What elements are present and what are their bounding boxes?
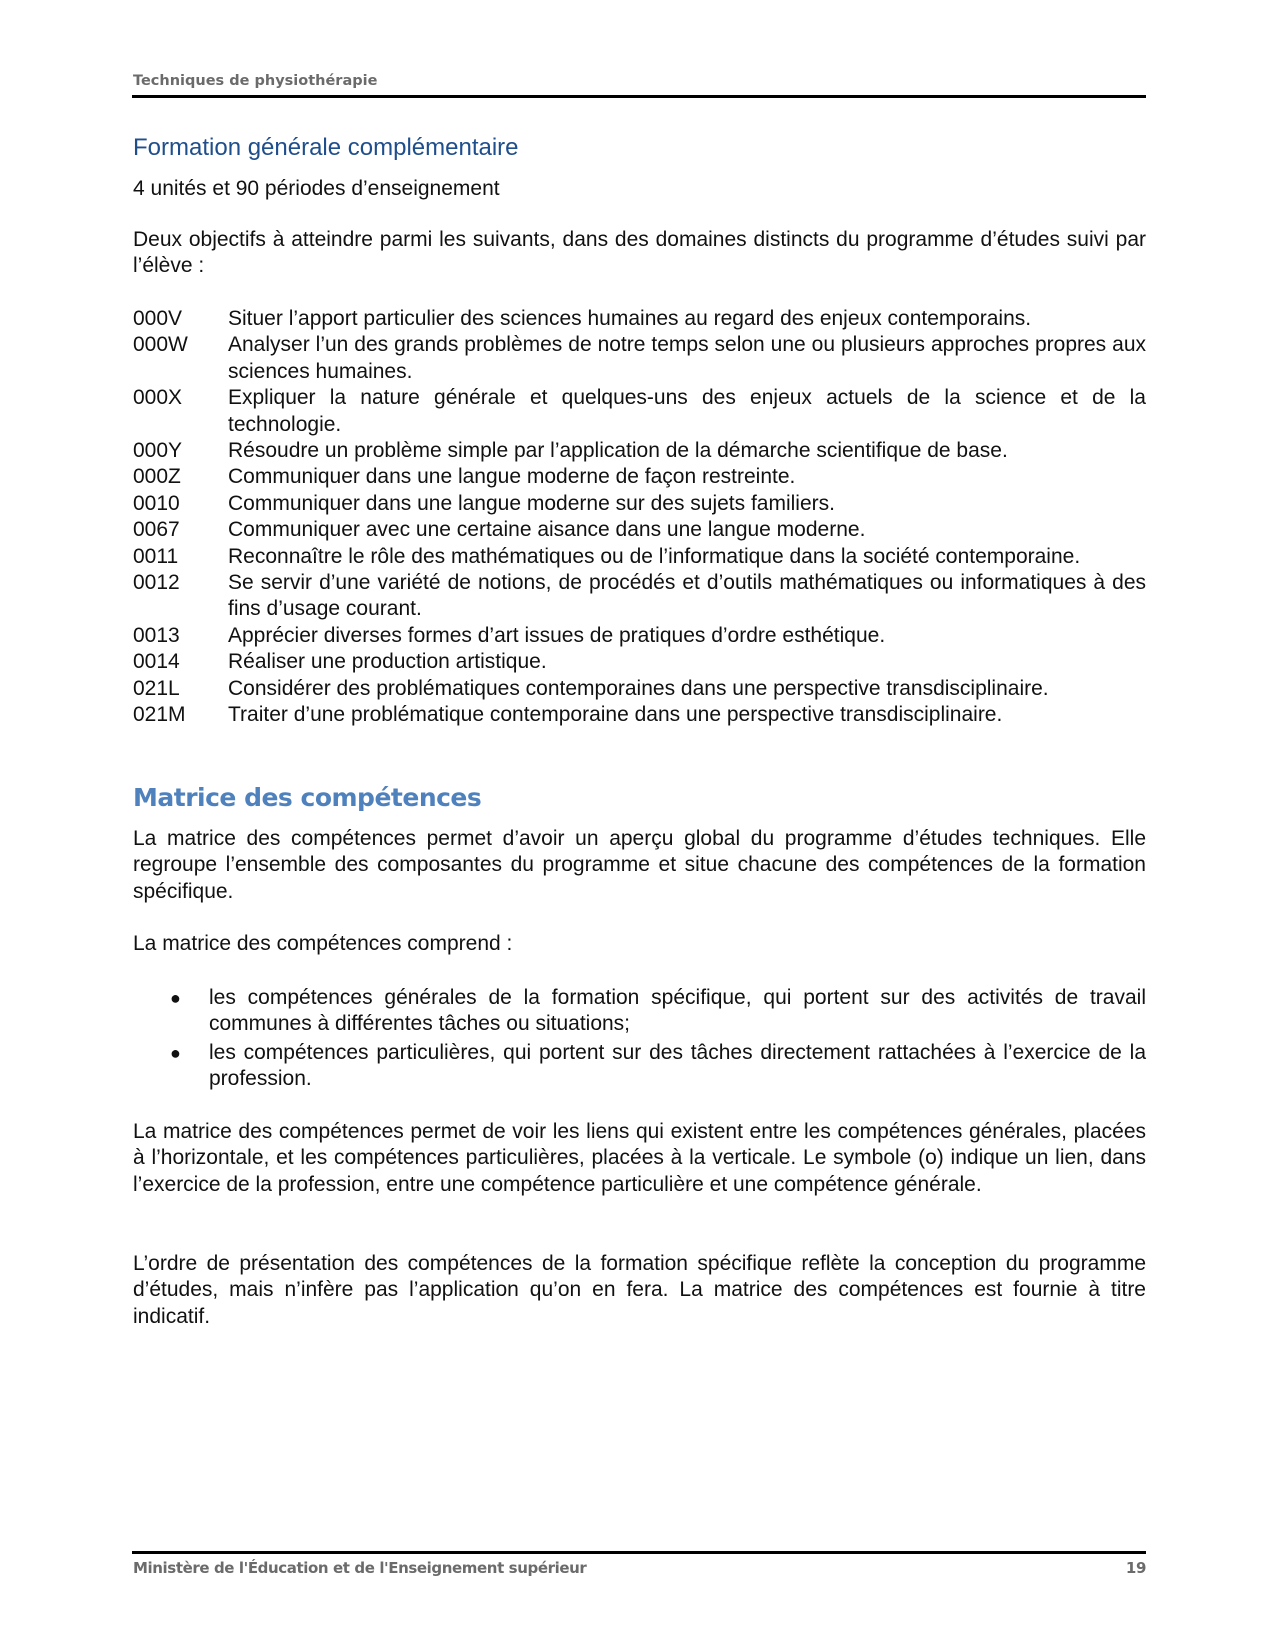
- objective-text: Réaliser une production artistique.: [228, 650, 547, 674]
- objective-code: 000Z: [133, 465, 181, 489]
- objective-code: 000V: [133, 307, 183, 330]
- units-text: 4 unités et 90 périodes d’enseignement: [133, 177, 500, 200]
- objective-text: Expliquer la nature générale et quelques-uns des enjeux actuels de la science et de la technologie.: [228, 386, 1146, 436]
- objective-code: 021L: [133, 676, 180, 700]
- objectives-list: [133, 306, 1146, 729]
- objective-item: [133, 702, 1146, 728]
- objective-item: [133, 623, 1146, 649]
- objective-text: Traiter d’une problématique contemporaine dans une perspective transdisciplinaire.: [228, 703, 1003, 727]
- header-rule: [132, 95, 1146, 98]
- objective-text: Communiquer avec une certaine aisance dans une langue moderne.: [228, 518, 866, 542]
- objective-text: Communiquer dans une langue moderne sur des sujets familiers.: [228, 491, 835, 515]
- objective-item: [133, 517, 1146, 543]
- objective-code: 0011: [133, 544, 179, 568]
- intro-paragraph: Deux objectifs à atteindre parmi les suivants, dans des domaines distincts du programme d’études suivi par l’élève :: [133, 228, 1146, 278]
- running-header: Techniques de physiothérapie: [133, 73, 378, 89]
- objective-code: 000X: [133, 386, 183, 410]
- objective-code: 0067: [133, 518, 180, 542]
- matrice-bullets: [160, 985, 1146, 1093]
- objective-item: [133, 306, 1146, 332]
- objective-code: 000W: [133, 333, 188, 357]
- objective-item: [133, 491, 1146, 517]
- objective-text: Se servir d’une variété de notions, de procédés et d’outils mathématiques ou informatiques à des fins d’usage courant.: [228, 571, 1146, 621]
- matrice-paragraph-2: La matrice des compétences comprend :: [133, 932, 513, 955]
- matrice-paragraph-1: La matrice des compétences permet d’avoir un aperçu global du programme d’études techniques. Elle regroupe l’ensemble des composantes du programme et situe chacune des compétences de la formation spécifique.: [133, 827, 1146, 903]
- objective-code: 021M: [133, 703, 186, 727]
- objective-item: [133, 676, 1146, 702]
- page-number: 19: [1125, 1559, 1146, 1577]
- objective-item: [133, 649, 1146, 675]
- objective-item: [133, 385, 1146, 438]
- section-heading-matrice: Matrice des compétences: [133, 783, 482, 812]
- bullet-icon: ●: [170, 1042, 181, 1063]
- objective-text: Reconnaître le rôle des mathématiques ou de l’informatique dans la société contemporaine.: [228, 544, 1081, 568]
- objective-item: [133, 332, 1146, 385]
- bullet-item: ● les compétences générales de la formation spécifique, qui portent sur des activités de travail communes à différentes tâches ou situations;: [160, 985, 1146, 1038]
- objective-code: 0013: [133, 623, 180, 647]
- objective-text: Considérer des problématiques contemporaines dans une perspective transdisciplinaire.: [228, 676, 1049, 700]
- objective-code: 0012: [133, 571, 180, 595]
- objective-code: 0010: [133, 491, 180, 515]
- objective-text: Résoudre un problème simple par l’application de la démarche scientifique de base.: [228, 439, 1008, 463]
- bullet-item: ● les compétences particulières, qui portent sur des tâches directement rattachées à l’exercice de la profession.: [160, 1040, 1146, 1093]
- objective-item: [133, 438, 1146, 464]
- objective-item: [133, 570, 1146, 623]
- objective-text: Apprécier diverses formes d’art issues de pratiques d’ordre esthétique.: [228, 623, 886, 647]
- section-heading-formation: Formation générale complémentaire: [133, 134, 519, 161]
- footer: [133, 1559, 1146, 1577]
- objective-text: Analyser l’un des grands problèmes de notre temps selon une ou plusieurs approches propres aux sciences humaines.: [228, 333, 1146, 383]
- objective-text: Situer l’apport particulier des sciences humaines au regard des enjeux contemporains.: [228, 307, 1032, 330]
- objective-item: [133, 464, 1146, 490]
- footer-rule: [132, 1551, 1146, 1554]
- matrice-paragraph-4: L’ordre de présentation des compétences de la formation spécifique reflète la conception du programme d’études, mais n’infère pas l’application qu’on en fera. La matrice des compétences est fournie à titre indicatif.: [133, 1252, 1146, 1328]
- objective-item: [133, 544, 1146, 570]
- objective-code: 000Y: [133, 439, 183, 463]
- objective-code: 0014: [133, 650, 180, 674]
- bullet-icon: ●: [170, 988, 181, 1008]
- objective-text: Communiquer dans une langue moderne de façon restreinte.: [228, 465, 796, 489]
- matrice-paragraph-3: La matrice des compétences permet de voir les liens qui existent entre les compétences générales, placées à l’horizontale, et les compétences particulières, placées à la verticale. Le symbole (o) indique un lien, dans l’exercice de la profession, entre une compétence particulière et une compétence générale.: [133, 1120, 1146, 1196]
- footer-ministry: Ministère de l'Éducation et de l'Enseignement supérieur: [133, 1559, 587, 1577]
